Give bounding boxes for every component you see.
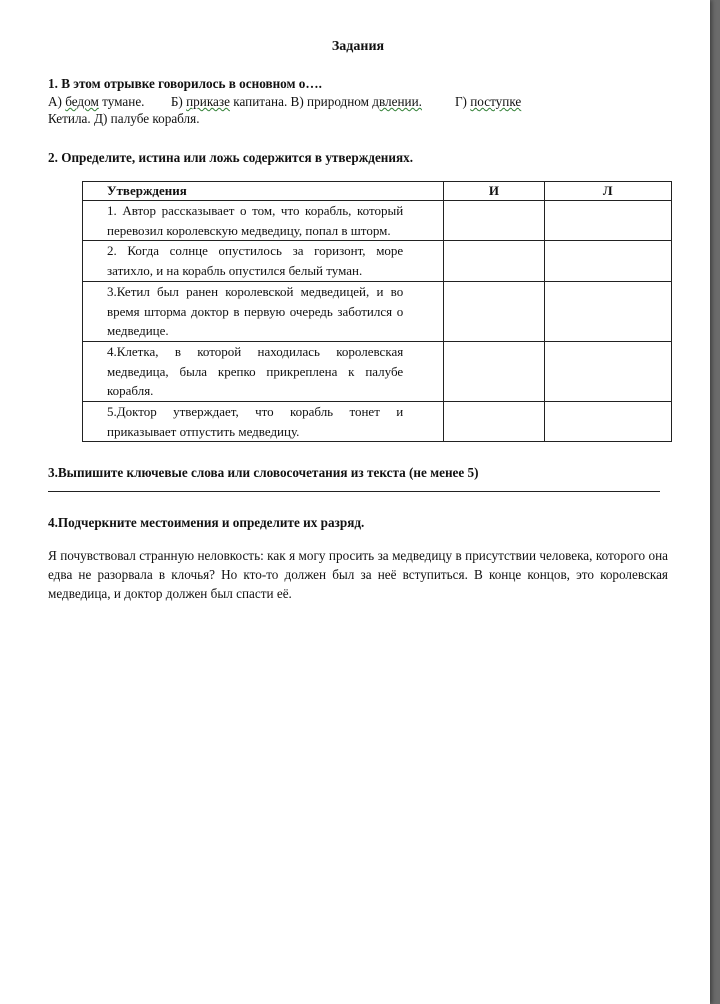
true-cell[interactable] (444, 241, 544, 281)
table-row (83, 201, 672, 241)
statements-table (82, 181, 672, 442)
option-b-prefix: Б) (170, 94, 187, 109)
table-row (83, 402, 672, 442)
option-b-misspelled-word: приказе (186, 94, 230, 109)
table-row (83, 281, 672, 341)
false-cell[interactable] (544, 241, 671, 281)
column-header-statements: Утверждения (83, 182, 444, 201)
option-g-prefix: Г) (454, 94, 471, 109)
question-1-options-line-2: Кетила. Д) палубе корабля. (48, 111, 200, 126)
false-cell[interactable] (544, 201, 671, 241)
statement-cell: 2. Когда солнце опустилось за горизонт, море затихло, и на корабль опустился белый туман. (83, 241, 444, 281)
option-a-misspelled-word: бедом (65, 94, 99, 109)
true-cell[interactable] (444, 281, 544, 341)
question-4-heading: 4.Подчеркните местоимения и определите их разряд. (48, 515, 365, 531)
question-2-heading: 2. Определите, истина или ложь содержится в утверждениях. (48, 150, 414, 165)
answer-line[interactable] (48, 483, 660, 492)
statement-cell: 1. Автор рассказывает о том, что корабль, который перевозил королевскую медведицу, попал в шторм. (83, 201, 444, 241)
table-row (83, 241, 672, 281)
question-3-heading: 3.Выпишите ключевые слова или словосочетания из текста (не менее 5) (48, 465, 479, 481)
statement-cell: 4.Клетка, в которой находилась королевская медведица, была крепко прикреплена к палубе корабля. (83, 341, 444, 401)
true-cell[interactable] (444, 341, 544, 401)
option-v-misspelled-word: двлении. (372, 94, 422, 109)
column-header-false: Л (544, 182, 671, 201)
true-cell[interactable] (444, 201, 544, 241)
question-1-heading: 1. В этом отрывке говорилось в основном о…. (48, 76, 322, 91)
column-header-true: И (444, 182, 544, 201)
false-cell[interactable] (544, 402, 671, 442)
table-header-row (83, 182, 672, 201)
option-b-rest: капитана. В) природном (229, 94, 373, 109)
true-cell[interactable] (444, 402, 544, 442)
statement-cell: 3.Кетил был ранен королевской медведицей, и во время шторма доктор в первую очередь заботился о медведице. (83, 281, 444, 341)
false-cell[interactable] (544, 281, 671, 341)
question-1-options (48, 93, 668, 110)
false-cell[interactable] (544, 341, 671, 401)
document-content (48, 38, 668, 603)
page-title: Задания (331, 39, 385, 54)
statement-cell: 5.Доктор утверждает, что корабль тонет и приказывает отпустить медведицу. (83, 402, 444, 442)
option-a-rest: тумане. (98, 94, 145, 109)
question-4-text: Я почувствовал странную неловкость: как я могу просить за медведицу в присутствии человека, которого она едва не разорвала в клочья? Но кто-то должен был за неё вступиться. В конце концов, это королевская медведица, и доктор должен был спасти её. (48, 548, 668, 601)
option-a-prefix: А) (48, 94, 66, 109)
table-row (83, 341, 672, 401)
option-g-misspelled-word: поступке (470, 94, 522, 109)
